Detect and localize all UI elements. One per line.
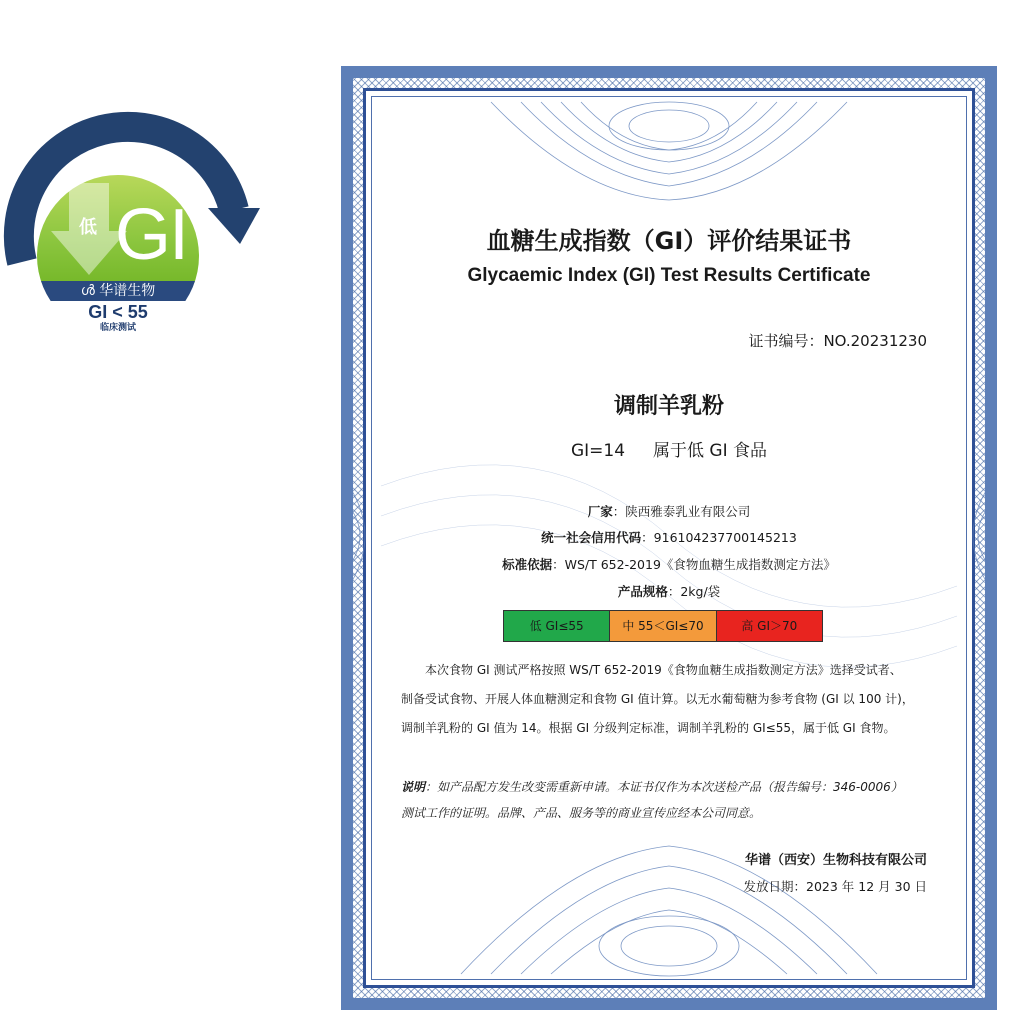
field-value: ：2kg/袋: [667, 584, 721, 599]
spec-row: [341, 582, 997, 600]
badge-brand-bar: [37, 281, 199, 301]
gi-value: GI=14: [570, 441, 626, 461]
badge-circle: [37, 175, 199, 337]
badge-subtitle: 临床测试: [99, 323, 136, 333]
badge-low-text: 低: [79, 217, 97, 238]
gi-scale-low: 低 GI≤55: [504, 611, 609, 641]
certificate-title-en: Glycaemic Index (GI) Test Results Certificate: [467, 265, 871, 286]
low-gi-badge: [2, 82, 264, 333]
gi-scale-medium: 中 55＜GI≤70: [609, 611, 715, 641]
badge-brand: 华谱生物: [99, 283, 156, 299]
badge-green-area: [37, 175, 199, 283]
field-value: ：916104237700145213: [641, 530, 797, 545]
standard-row: [341, 555, 997, 573]
field-value: ：WS/T 652-2019《食物血糖生成指数测定方法》: [552, 557, 836, 572]
gi-result-line: [341, 436, 997, 461]
certificate-content: [341, 66, 997, 1010]
certificate-title-cn: 血糖生成指数（GI）评价结果证书: [486, 227, 852, 255]
gi-category: 属于低 GI 食品: [653, 441, 768, 461]
result-paragraph-line-2: 制备受试食物、开展人体血糖测定和食物 GI 值计算。以无水葡萄糖为参考食物 (GI 以 100 计)，: [401, 692, 914, 706]
gi-scale-legend: [503, 610, 823, 642]
certificate-number: 证书编号：NO.20231230: [748, 332, 927, 350]
gi-scale-high: 高 GI＞70: [716, 611, 822, 641]
arrow-head-icon: [208, 208, 260, 244]
manufacturer-row: [341, 502, 997, 520]
result-paragraph-line-3: 调制羊乳粉的 GI 值为 14。根据 GI 分级判定标准，调制羊乳粉的 GI≤55，属于低 GI 食物。: [401, 721, 896, 735]
product-name: 调制羊乳粉: [613, 394, 724, 419]
note-line-1: [401, 774, 941, 800]
issue-date: 发放日期：2023 年 12 月 30 日: [743, 879, 927, 894]
note-text: ：如产品配方发生改变需重新申请。本证书仅作为本次送检产品（报告编号：346-0006）: [425, 780, 903, 794]
result-paragraph-line-1: 本次食物 GI 测试严格按照 WS/T 652-2019《食物血糖生成指数测定方法》选择受试者、: [425, 663, 902, 677]
badge-threshold: GI < 55: [88, 302, 148, 322]
field-label: 标准依据: [502, 557, 553, 572]
field-label: 统一社会信用代码: [541, 530, 642, 545]
badge-gi-text: GI: [115, 195, 188, 275]
note-label: 说明: [401, 780, 426, 794]
field-value: ：陕西雅泰乳业有限公司: [612, 504, 751, 519]
issuer-company: 华谱（西安）生物科技有限公司: [744, 853, 927, 868]
credit-code-row: [341, 528, 997, 546]
note-line-2: 测试工作的证明。品牌、产品、服务等的商业宣传应经本公司同意。: [401, 806, 762, 820]
certificate: [341, 66, 997, 1010]
field-label: 产品规格: [617, 584, 668, 599]
brand-mark-icon: ൾ: [80, 283, 95, 299]
field-label: 厂家: [587, 504, 613, 519]
